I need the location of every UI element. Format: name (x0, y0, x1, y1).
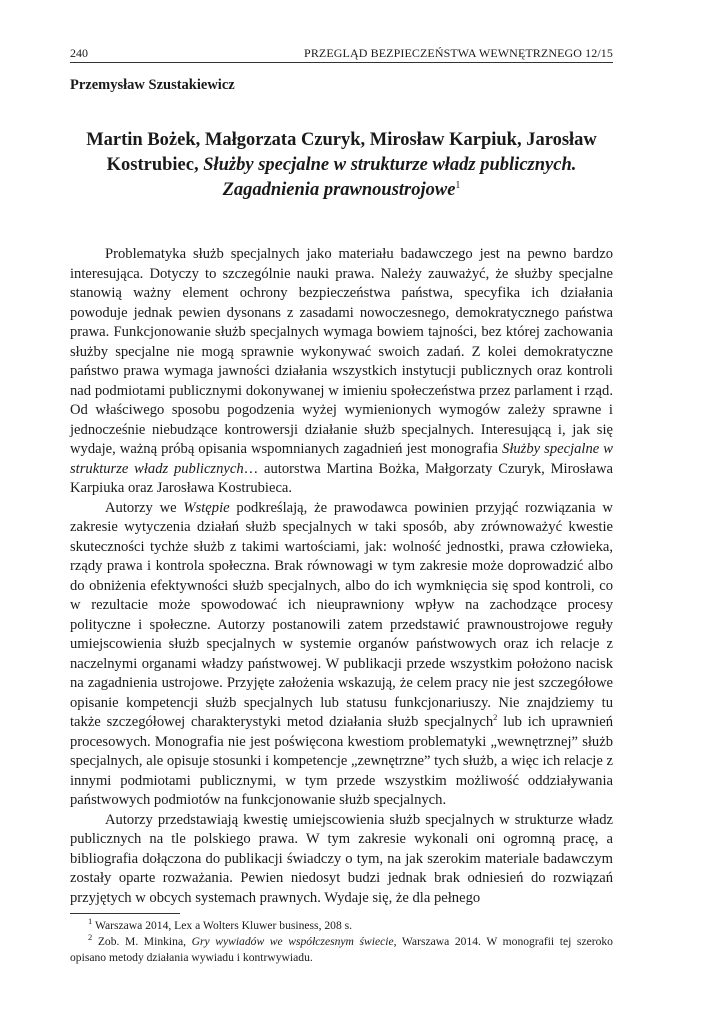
paragraph-2-text: podkreślają, że prawodawca powinien przyjąć rozwiązania w zakresie wytyczenia działań służb specjalnych w taki sposób, aby zrównoważyć kwestie skuteczności tychże służb z takimi wartościami, jak: wolność jednostki, prawa człowieka, rządy prawa i kontrola społeczna. Brak równowagi w tym zakresie może doprowadzić albo do obniżenia efektywności służb specjalnych, albo do ich wymknięcia się spod kontroli, co w rezultacie może spowodować ich nieuprawniony wpływ na zachodzące procesy polityczne i społeczne. Autorzy postanowili zatem przedstawić prawnoustrojowe reguły umiejscowienia służb specjalnych w systemie organów państwowych oraz ich relacje z naczelnymi organami władzy państwowej. W publikacji przede wszystkim położono nacisk na zagadnienia ustrojowe. Przyjęte założenia wskazują, że celem pracy nie jest szczegółowe opisanie kompetencji służb specjalnych lub statusu funkcjonariuszy. Nie znajdziemy tu także szczegółowej charakterystyki metod działania służb specjalnych (70, 499, 613, 730)
footnote-1-number: 1 (88, 916, 93, 927)
paragraph-2-tail: lub ich uprawnień procesowych. Monografia nie jest poświęcona kwestiom problematyki „wewnętrznej” służb specjalnych, ale opisuje stosunki i kompetencje „zewnętrzne” tych służb, a więc ich relacje z innymi podmiotami publicznymi, w tym przede wszystkim możliwość oddziaływania państwowych podmiotów na funkcjonowanie służb specjalnych. (70, 714, 614, 808)
book-title: Służby specjalne w strukturze władz publicznych. Zagadnienia prawnoustrojowe (203, 155, 577, 200)
paragraph-1-tail: … autorstwa Martina Bożka, Małgorzaty Czuryk, Mirosława Karpiuka oraz Jarosława Kostrubieca. (70, 460, 613, 496)
footnote-divider (70, 913, 180, 914)
paragraph-3: Autorzy przedstawiają kwestię umiejscowienia służb specjalnych w strukturze władz publicznych na tle polskiego prawa. W tym zakresie wykonali oni ogromną pracę, a bibliografia dołączona do publikacji świadczy o tym, na jak szerokim materiale badawczym zostały oparte rozważania. Pewien niedosyt budzi jednak brak odniesień do rozwiązań przyjętych w obcych systemach prawnych. Wydaje się, że dla pełnego (70, 811, 613, 906)
wstep-reference: Wstępie (183, 499, 230, 516)
footnote-ref-1[interactable]: 1 (455, 179, 461, 191)
paragraph-1 (70, 245, 613, 499)
page-number: 240 (70, 46, 88, 60)
paragraph-2-lead: Autorzy we (105, 499, 177, 516)
footnote-2-number: 2 (88, 932, 93, 943)
footnote-2 (70, 934, 613, 966)
footnote-1-text: Warszawa 2014, Lex a Wolters Kluwer business, 208 s. (94, 919, 353, 932)
book-authors: Martin Bożek, Małgorzata Czuryk, Mirosław Karpiuk, Jarosław Kostrubiec, (86, 130, 597, 175)
footnotes (70, 918, 613, 966)
footnote-2-tail: , Warszawa 2014. W monografii tej szeroko opisano metody działania wywiadu i kontrwywiadu. (70, 935, 613, 964)
running-header (70, 46, 613, 63)
footnote-2-book-title: Gry wywiadów we współczesnym świecie (191, 935, 394, 948)
book-title-inline: Służby specjalne w strukturze władz publicznych (70, 441, 613, 477)
review-author: Przemysław Szustakiewicz (70, 77, 235, 93)
footnote-2-lead: Zob. M. Minkina, (97, 935, 186, 948)
paragraph-2 (70, 499, 613, 811)
journal-title: PRZEGLĄD BEZPIECZEŃSTWA WEWNĘTRZNEGO 12/15 (304, 46, 613, 60)
paragraph-1-text: Problematyka służb specjalnych jako materiału badawczego jest na pewno bardzo interesująca. Dotyczy to szczególnie nauki prawa. Należy zauważyć, że służby specjalne stanowią ważny element ochrony bezpieczeństwa państwa, specyfika ich działania powoduje jednak pewien dysonans z zasadami nowoczesnego, demokratycznego państwa prawa. Funkcjonowanie służb specjalnych wymaga bowiem tajności, bez której zachowania służby specjalne nie mogą sprawnie wykonywać swoich zadań. Z kolei demokratyczne państwo prawa wymaga jawności działania wszystkich instytucji publicznych oraz kontroli nad podmiotami publicznymi dokonywanej w imieniu społeczeństwa przez parlament i rząd. Od właściwego sposobu pogodzenia wyżej wymienionych wymogów zależy sprawne i jednocześnie niebudzące kontrowersji działanie służb specjalnych. Interesującą i, jak się wydaje, ważną próbą opisania wspomnianych zagadnień jest monografia (70, 246, 613, 457)
footnote-ref-2[interactable]: 2 (493, 712, 498, 723)
footnote-1 (70, 918, 613, 934)
body-text (70, 245, 613, 908)
review-title (70, 128, 613, 203)
